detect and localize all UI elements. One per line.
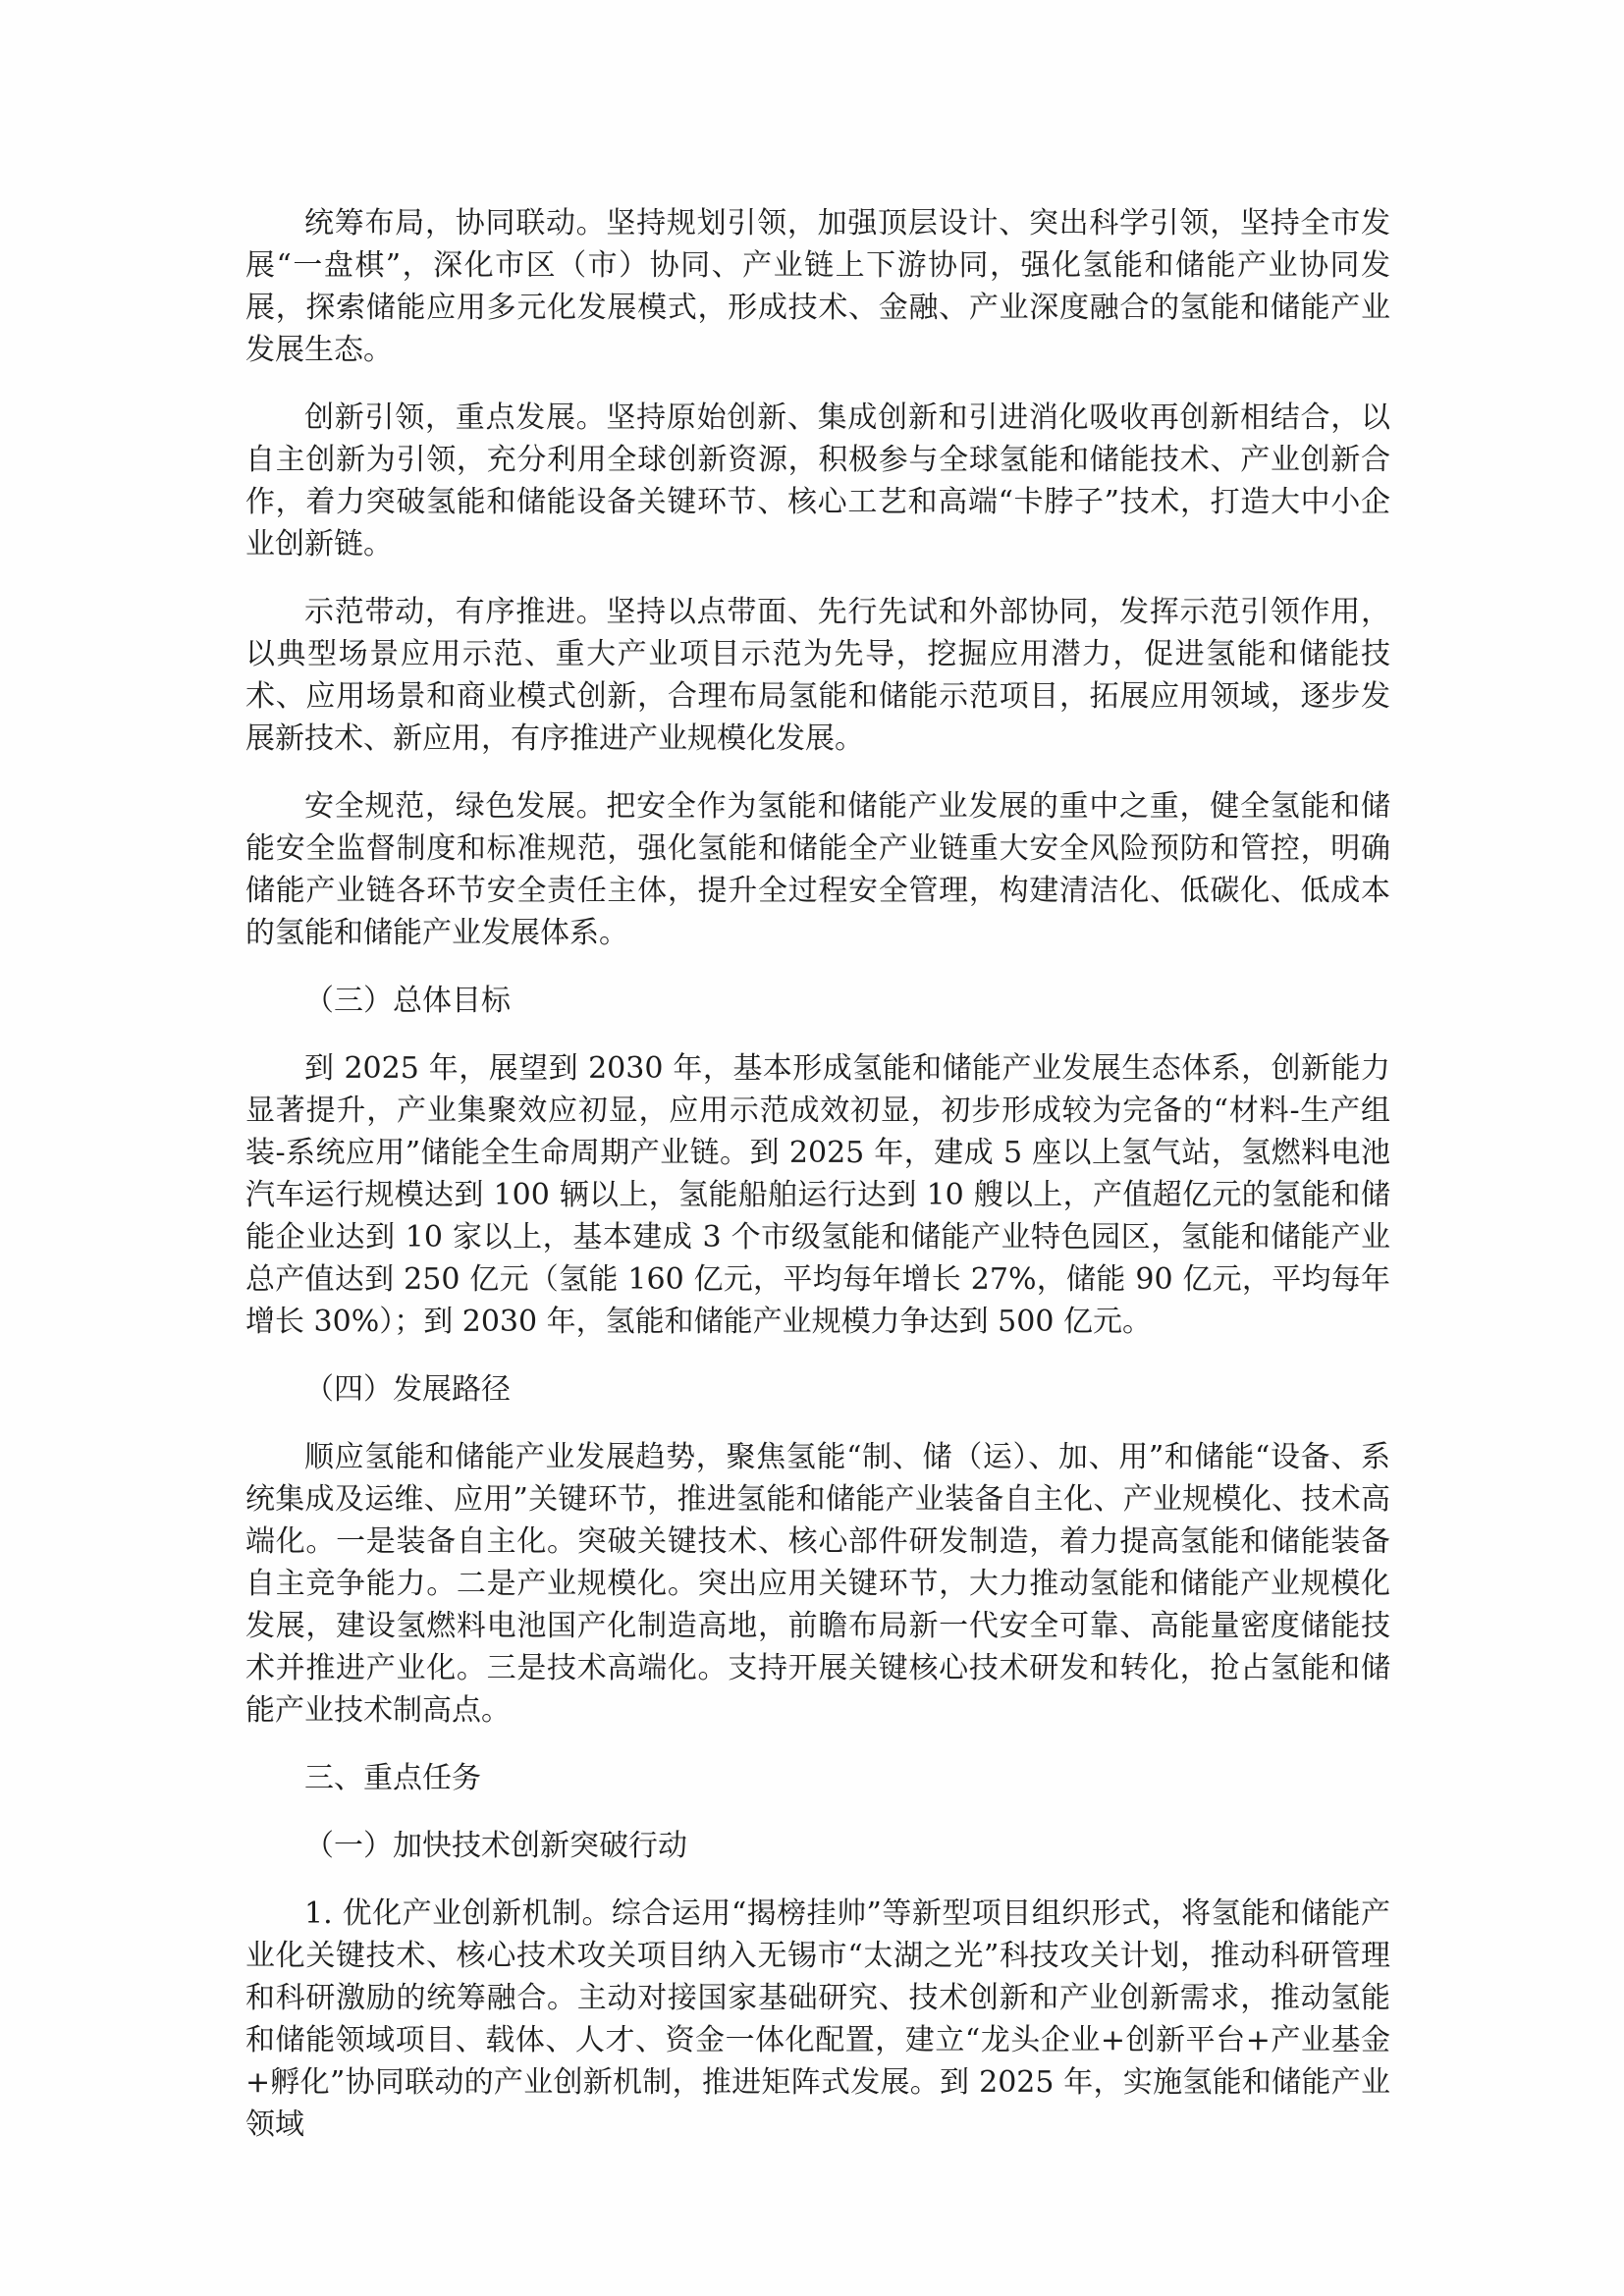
heading-overall-goals: （三）总体目标: [304, 984, 511, 1018]
document-body: [245, 202, 1390, 2146]
paragraph-development-path-detail: 顺应氢能和储能产业发展趋势，聚焦氢能“制、储（运）、加、用”和储能“设备、系统集成及运维、应用”关键环节，推进氢能和储能产业装备自主化、产业规模化、技术高端化。一是装备自主化。突破关键技术、核心部件研发制造，着力提高氢能和储能装备自主竞争能力。二是产业规模化。突出应用关键环节，大力推动氢能和储能产业规模化发展，建设氢燃料电池国产化制造高地，前瞻布局新一代安全可靠、高能量密度储能技术并推进产业化。三是技术高端化。支持开展关键核心技术研发和转化，抢占氢能和储能产业技术制高点。: [245, 1440, 1390, 1728]
heading-tech-innovation-action: （一）加快技术创新突破行动: [304, 1829, 687, 1863]
paragraph-2025-targets: 到 2025 年，展望到 2030 年，基本形成氢能和储能产业发展生态体系，创新能力显著提升，产业集聚效应初显，应用示范成效初显，初步形成较为完备的“材料-生产组装-系统应用”储能全生命周期产业链。到 2025 年，建成 5 座以上氢气站，氢燃料电池汽车运行规模达到 100 辆以上，氢能船舶运行达到 10 艘以上，产值超亿元的氢能和储能企业达到 10 家以上，基本建成 3 个市级氢能和储能产业特色园区，氢能和储能产业总产值达到 250 亿元（氢能 160 亿元，平均每年增长 27%，储能 90 亿元，平均每年增长 30%）；到 2030 年，氢能和储能产业规模力争达到 500 亿元。: [245, 1051, 1390, 1339]
paragraph-innovation-led: 创新引领，重点发展。坚持原始创新、集成创新和引进消化吸收再创新相结合，以自主创新为引领，充分利用全球创新资源，积极参与全球氢能和储能技术、产业创新合作，着力突破氢能和储能设备关键环节、核心工艺和高端“卡脖子”技术，打造大中小企业创新链。: [245, 400, 1390, 561]
paragraph-safety-green: 安全规范，绿色发展。把安全作为氢能和储能产业发展的重中之重，健全氢能和储能安全监督制度和标准规范，强化氢能和储能全产业链重大安全风险预防和管控，明确储能产业链各环节安全责任主体，提升全过程安全管理，构建清洁化、低碳化、低成本的氢能和储能产业发展体系。: [245, 789, 1390, 950]
paragraph-demonstration-driven: 示范带动，有序推进。坚持以点带面、先行先试和外部协同，发挥示范引领作用，以典型场景应用示范、重大产业项目示范为先导，挖掘应用潜力，促进氢能和储能技术、应用场景和商业模式创新，合理布局氢能和储能示范项目，拓展应用领域，逐步发展新技术、新应用，有序推进产业规模化发展。: [245, 595, 1390, 756]
paragraph-overall-layout: 统筹布局，协同联动。坚持规划引领，加强顶层设计、突出科学引领，坚持全市发展“一盘棋”，深化市区（市）协同、产业链上下游协同，强化氢能和储能产业协同发展，探索储能应用多元化发展模式，形成技术、金融、产业深度融合的氢能和储能产业发展生态。: [245, 206, 1390, 367]
heading-development-path: （四）发展路径: [304, 1372, 511, 1407]
heading-key-tasks: 三、重点任务: [304, 1761, 481, 1795]
paragraph-optimize-innovation-mechanism: 1. 优化产业创新机制。综合运用“揭榜挂帅”等新型项目组织形式，将氢能和储能产业化关键技术、核心技术攻关项目纳入无锡市“太湖之光”科技攻关计划，推动科研管理和科研激励的统筹融合。主动对接国家基础研究、技术创新和产业创新需求，推动氢能和储能领域项目、载体、人才、资金一体化配置，建立“龙头企业+创新平台+产业基金+孵化”协同联动的产业创新机制，推进矩阵式发展。到 2025 年，实施氢能和储能产业领域: [245, 1896, 1390, 2142]
